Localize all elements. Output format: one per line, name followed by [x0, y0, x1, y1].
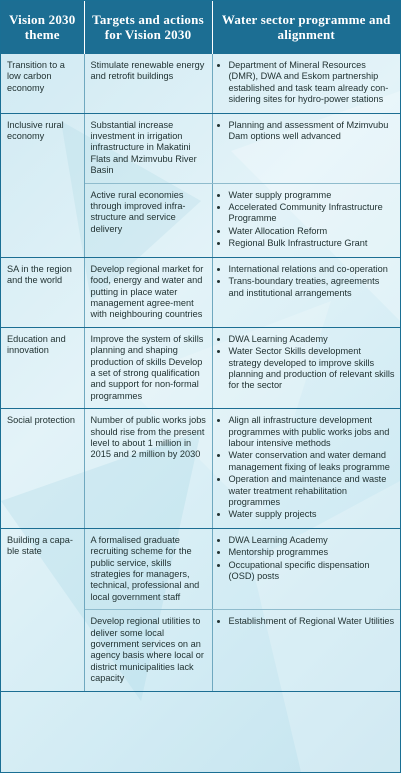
alignment-cell — [212, 327, 400, 408]
list-item: • Mentorship programmes — [229, 547, 396, 558]
theme-cell: SA in the region and the world — [1, 257, 84, 327]
target-cell: Number of public works jobs should rise from the present level to about 1 million in 2015 and 2 million by 2030 — [84, 409, 212, 529]
alignment-list — [219, 190, 396, 250]
vision-table — [1, 1, 400, 692]
table-row — [1, 113, 400, 183]
theme-cell: Transition to a low carbon economy — [1, 54, 84, 113]
list-item: • Regional Bulk Infrastructure Grant — [229, 238, 396, 249]
target-cell: Substantial increase investment in irrigation infrastructure in Makatini Flats and Mzimvubu River Basin — [84, 113, 212, 183]
list-item: • Department of Mineral Resources (DMR), DWA and Eskom partnership established and task team already con-sidering sites for hydro-power stations — [229, 60, 396, 106]
alignment-list — [219, 60, 396, 106]
table-header-row — [1, 1, 400, 54]
target-cell: Stimulate renewable energy and retrofit buildings — [84, 54, 212, 113]
table-row — [1, 528, 400, 609]
alignment-list — [219, 264, 396, 299]
list-item: • Water Sector Skills development strategy developed to improve skills planning and production of relevant skills for the sector — [229, 346, 396, 392]
target-cell: Develop regional utilities to deliver some local government services on an agency basis where local or district municipalities lack capacity — [84, 610, 212, 691]
header-theme: Vision 2030 theme — [1, 1, 84, 54]
alignment-cell — [212, 528, 400, 609]
list-item: • Operation and maintenance and waste water treatment rehabilitation programmes — [229, 474, 396, 508]
list-item: • Water Allocation Reform — [229, 226, 396, 237]
header-targets: Targets and actions for Vision 2030 — [84, 1, 212, 54]
alignment-list — [219, 535, 396, 583]
alignment-cell — [212, 257, 400, 327]
list-item: • Establishment of Regional Water Utilities — [229, 616, 396, 627]
alignment-list — [219, 334, 396, 392]
table-body — [1, 54, 400, 691]
table-row — [1, 257, 400, 327]
theme-cell: Building a capa-ble state — [1, 528, 84, 691]
list-item: • Trans-boundary treaties, agreements and institutional arrangements — [229, 276, 396, 299]
target-cell: A formalised graduate recruiting scheme for the public service, skills strategies for managers, technical, professional and local government staff — [84, 528, 212, 609]
table-row — [1, 327, 400, 408]
alignment-cell — [212, 610, 400, 691]
list-item: • Planning and assessment of Mzimvubu Dam options well advanced — [229, 120, 396, 143]
target-cell: Develop regional market for food, energy and water and putting in place water management agree-ment with neighbouring countries — [84, 257, 212, 327]
table-row — [1, 54, 400, 113]
list-item: • Align all infrastructure development programmes with public works jobs and labour intensive methods — [229, 415, 396, 449]
alignment-list — [219, 120, 396, 143]
alignment-cell — [212, 54, 400, 113]
alignment-cell — [212, 183, 400, 257]
list-item: • Occupational specific dispensation (OSD) posts — [229, 560, 396, 583]
list-item: • Accelerated Community Infrastructure Programme — [229, 202, 396, 225]
theme-cell: Social protection — [1, 409, 84, 529]
alignment-cell — [212, 113, 400, 183]
alignment-list — [219, 415, 396, 521]
list-item: • Water conservation and water demand management fixing of leaks programme — [229, 450, 396, 473]
theme-cell: Education and innovation — [1, 327, 84, 408]
table-row — [1, 409, 400, 529]
list-item: • International relations and co-operation — [229, 264, 396, 275]
alignment-list — [219, 616, 396, 627]
alignment-cell — [212, 409, 400, 529]
theme-cell: Inclusive rural economy — [1, 113, 84, 257]
list-item: • Water supply projects — [229, 509, 396, 520]
target-cell: Active rural economies through improved infra-structure and service delivery — [84, 183, 212, 257]
list-item: • Water supply programme — [229, 190, 396, 201]
list-item: • DWA Learning Academy — [229, 535, 396, 546]
header-alignment: Water sector programme and alignment — [212, 1, 400, 54]
list-item: • DWA Learning Academy — [229, 334, 396, 345]
target-cell: Improve the system of skills planning and shaping production of skills Develop a set of strong qualification and support for non-formal programmes — [84, 327, 212, 408]
